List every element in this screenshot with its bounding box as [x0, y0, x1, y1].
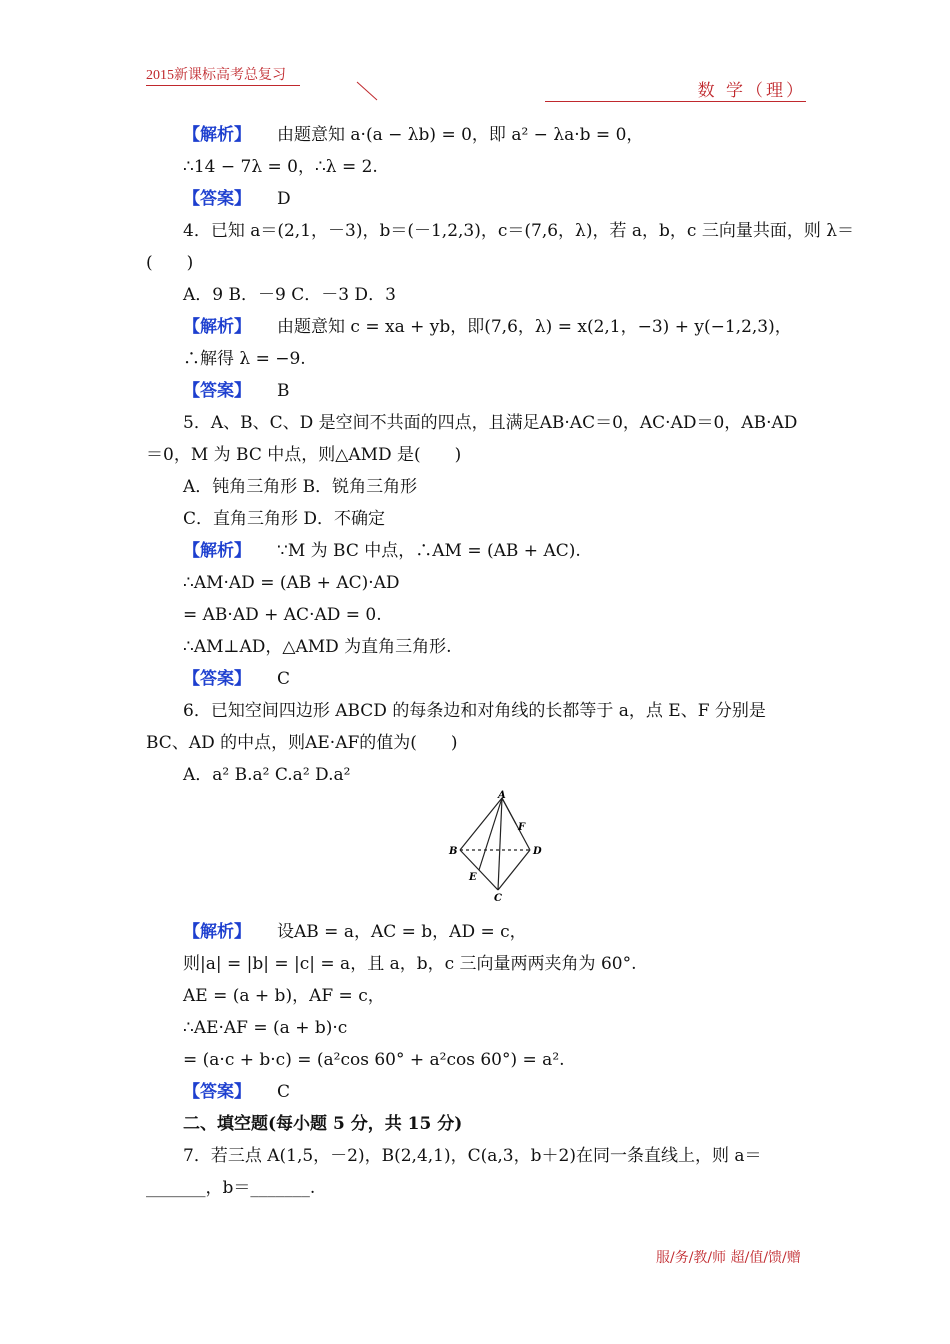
label-b: B [449, 846, 458, 857]
label-c: C [494, 893, 502, 902]
line-text: ∴AM⊥AD，△AMD 为直角三角形. [183, 637, 452, 657]
answer-tag: 【答案】 [183, 189, 251, 209]
line-answer-5: 【答案】 C [183, 669, 291, 689]
header-left-title: 2015新课标高考总复习 [146, 64, 300, 86]
tetrahedron-figure [448, 790, 548, 902]
footer-note: 服/务/教/师 超/值/馈/赠 [656, 1250, 801, 1266]
question-6-stem: 6．已知空间四边形 ABCD 的每条边和对角线的长都等于 a，点 E、F 分别是 [183, 701, 766, 721]
question-5-options-cd: C．直角三角形 D．不确定 [183, 509, 386, 529]
section-heading: 二、填空题(每小题 5 分，共 15 分) [183, 1114, 463, 1134]
answer-tag: 【答案】 [183, 1082, 251, 1102]
line-text: ∴14 − 7λ = 0，∴λ = 2. [183, 157, 378, 177]
line-answer-6: 【答案】 C [183, 1082, 291, 1102]
analysis-tag: 【解析】 [183, 922, 251, 942]
question-4-paren: ( ) [146, 253, 194, 273]
label-e: E [469, 872, 477, 883]
line-analysis-3: 【解析】 由题意知 a·(a − λb) = 0，即 a² − λa·b = 0， [183, 125, 644, 145]
analysis-tag: 【解析】 [183, 125, 251, 145]
header-decoration [355, 80, 381, 104]
line-analysis-4: 【解析】 由题意知 c = xa + yb，即(7,6，λ) = x(2,1，−3) + y(−1,2,3)， [183, 317, 792, 337]
question-7-blanks: _______，b＝_______. [146, 1178, 316, 1198]
question-6-options: A．a² B.a² C.a² D.a² [183, 765, 351, 785]
question-6-stem-cont: BC、AD 的中点，则AE·AF的值为( ) [146, 733, 458, 753]
analysis-tag: 【解析】 [183, 317, 251, 337]
line-answer-3: 【答案】 D [183, 189, 291, 209]
label-f: F [518, 822, 526, 833]
line-text: ∴解得 λ = −9. [183, 349, 306, 369]
answer-tag: 【答案】 [183, 669, 251, 689]
question-5-options-ab: A．钝角三角形 B．锐角三角形 [183, 477, 418, 497]
answer-tag: 【答案】 [183, 381, 251, 401]
label-a: A [498, 790, 506, 801]
line-text: = (a·c + b·c) = (a²cos 60° + a²cos 60°) = a². [183, 1050, 565, 1070]
line-text: = AB·AD + AC·AD = 0. [183, 605, 382, 625]
question-7-stem: 7．若三点 A(1,5，－2)，B(2,4,1)，C(a,3，b＋2)在同一条直线上，则 a＝ [183, 1146, 762, 1166]
line-analysis-5: 【解析】 ∵M 为 BC 中点，∴AM = (AB + AC). [183, 541, 581, 561]
line-text: ∴AE·AF = (a + b)·c [183, 1018, 348, 1038]
line-analysis-6: 【解析】 设AB = a，AC = b，AD = c， [183, 922, 527, 942]
line-answer-4: 【答案】 B [183, 381, 290, 401]
line-text: AE = (a + b)，AF = c， [183, 986, 385, 1006]
line-text: 则|a| = |b| = |c| = a，且 a，b，c 三向量两两夹角为 60°. [183, 954, 637, 974]
header-right-subject: 数 学（理） [545, 76, 806, 102]
question-4-stem: 4．已知 a＝(2,1，－3)，b＝(－1,2,3)，c＝(7,6，λ)，若 a，b，c 三向量共面，则 λ＝ [183, 221, 854, 241]
label-d: D [533, 846, 542, 857]
line-text: ∴AM·AD = (AB + AC)·AD [183, 573, 400, 593]
question-5-stem: 5．A、B、C、D 是空间不共面的四点，且满足AB·AC＝0，AC·AD＝0，AB·AD [183, 413, 798, 433]
question-5-stem-cont: ＝0，M 为 BC 中点，则△AMD 是( ) [146, 445, 462, 465]
question-4-options: A．9 B．－9 C．－3 D．3 [183, 285, 396, 305]
analysis-tag: 【解析】 [183, 541, 251, 561]
